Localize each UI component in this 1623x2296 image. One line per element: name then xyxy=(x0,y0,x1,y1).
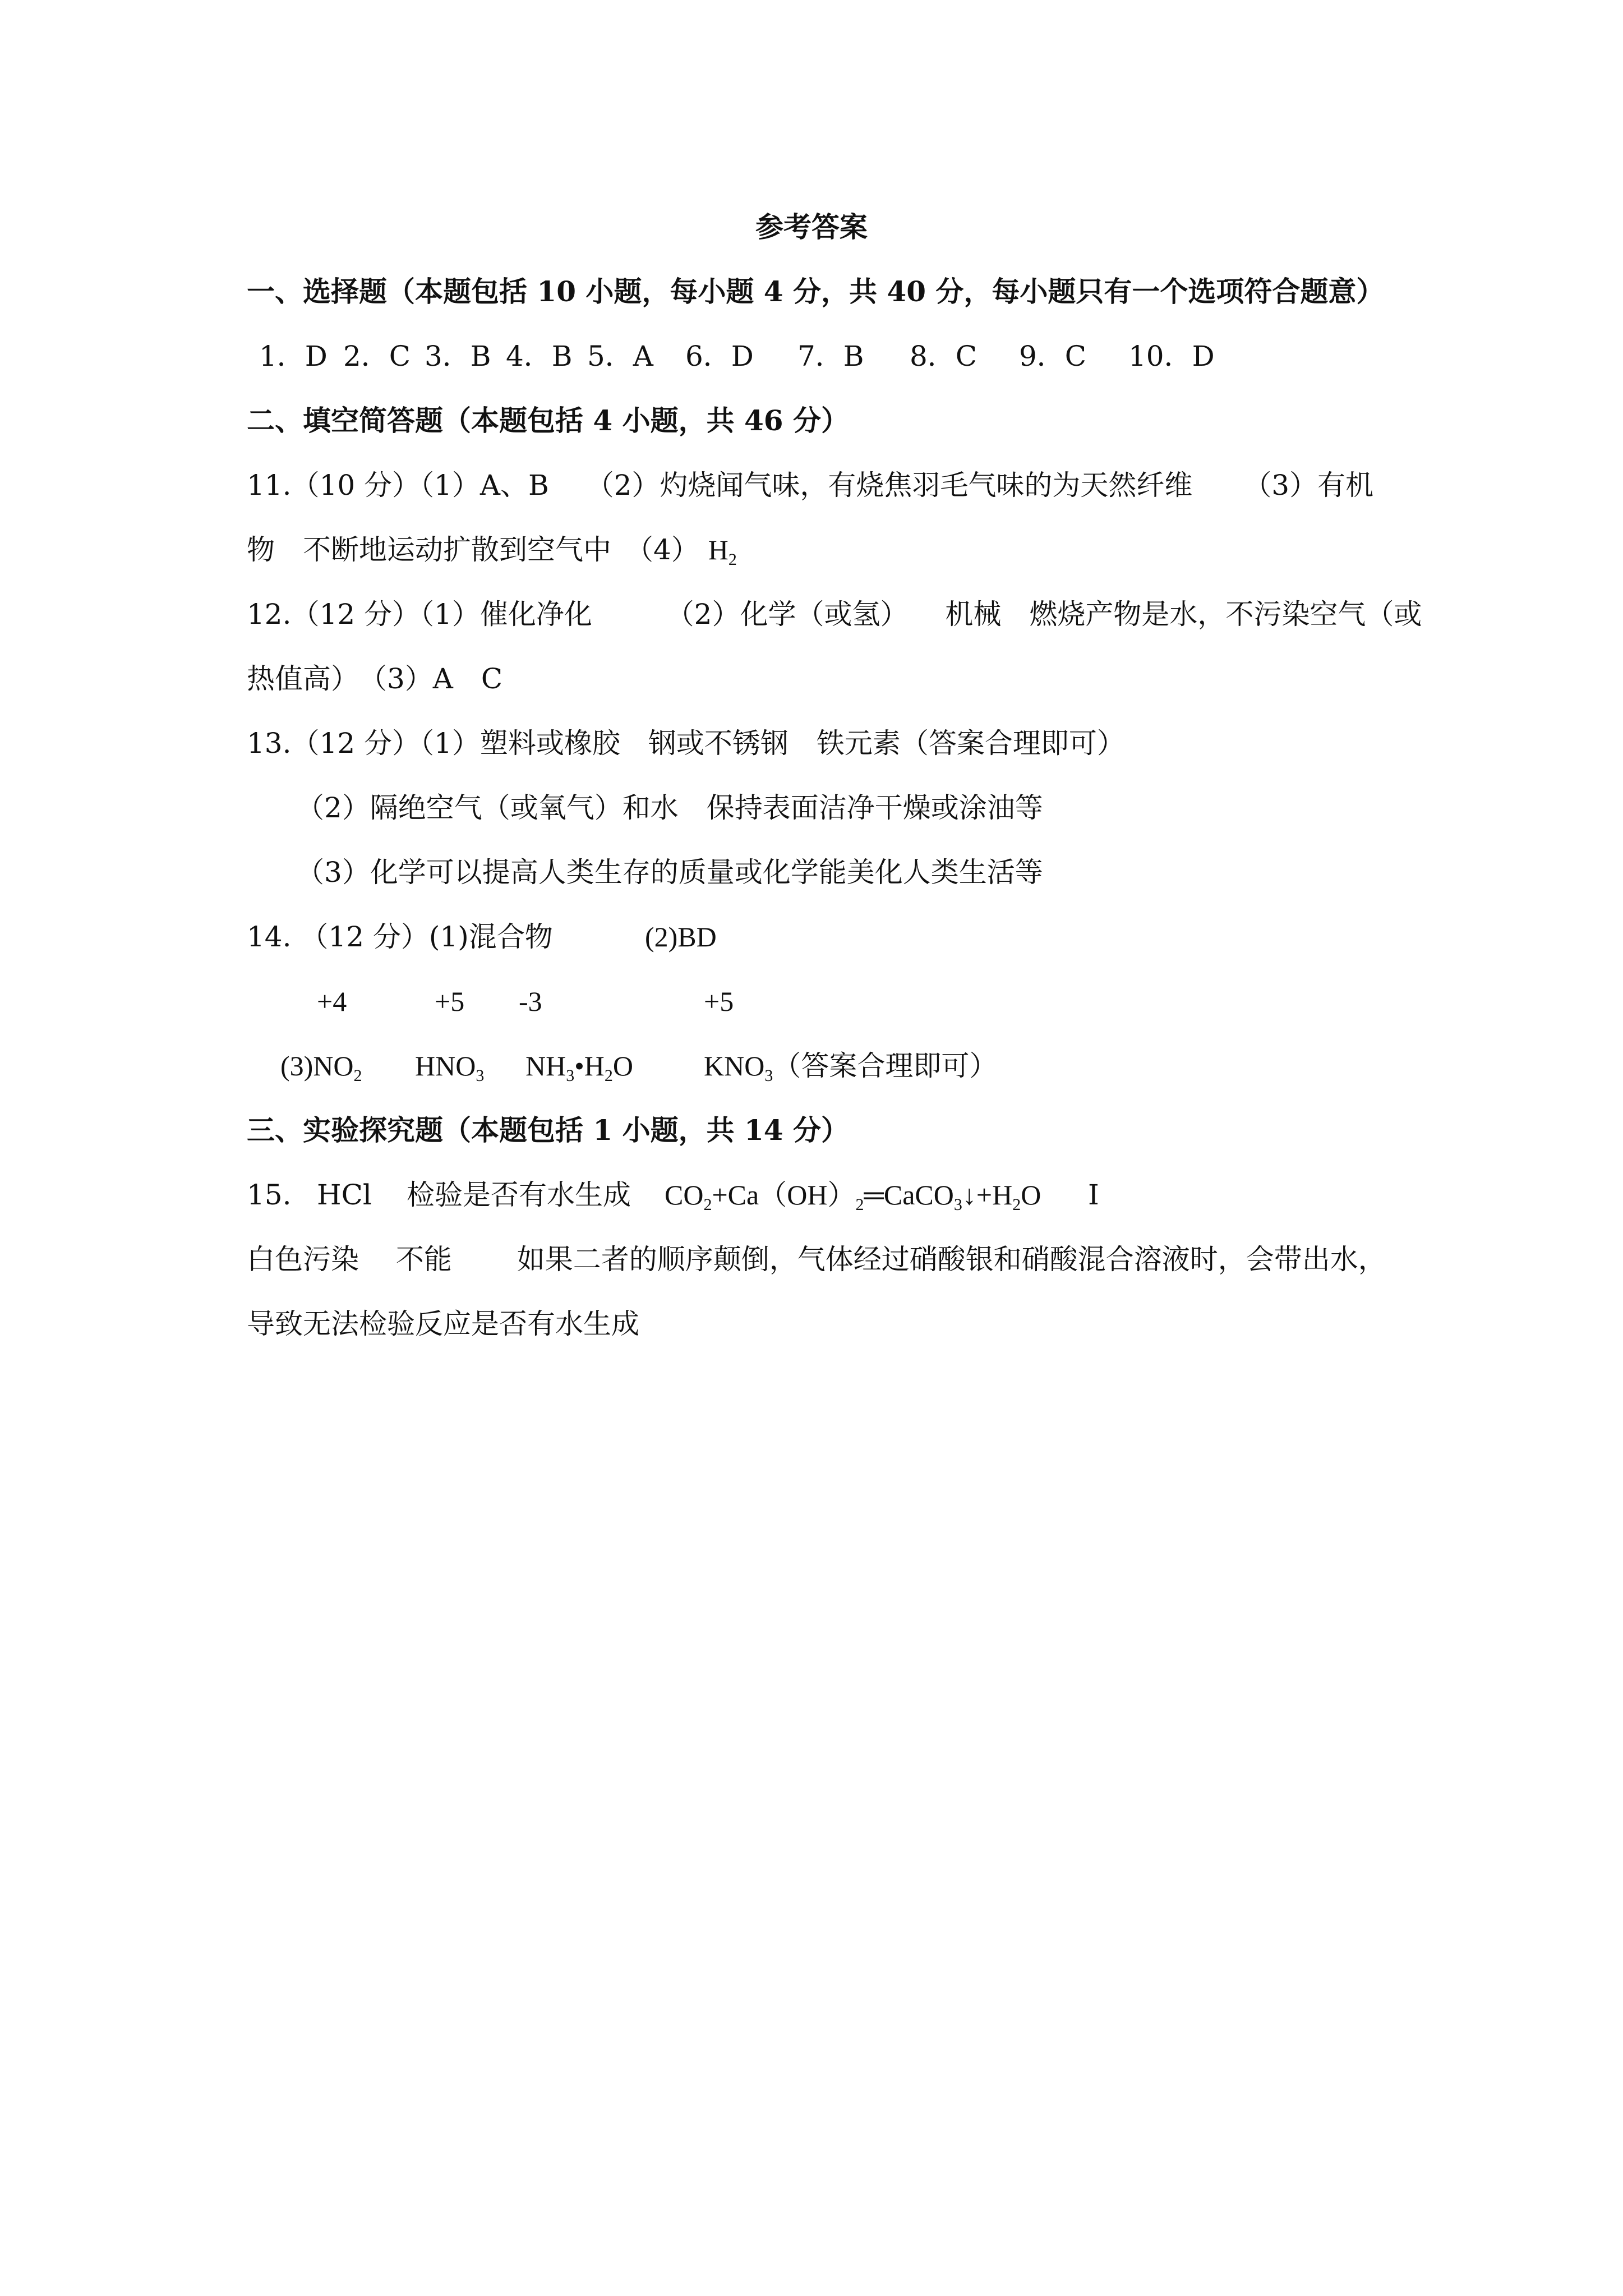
q15-answer2: 检验是否有水生成 xyxy=(407,1179,631,1211)
eq-subscript: 2 xyxy=(1012,1195,1021,1214)
q12-line1: 12.（12 分）（1）催化净化 （2）化学（或氢） 机械 燃烧产物是水，不污染空气（或 xyxy=(247,598,1422,631)
q14-part2: (2)BD xyxy=(645,921,717,953)
q14-note: （答案合理即可） xyxy=(773,1050,998,1082)
eq-part: +Ca（OH） xyxy=(712,1179,856,1211)
formula-symbol: KNO xyxy=(704,1050,765,1082)
choice-answer: 5．A xyxy=(587,340,653,372)
choice-answer: 8．C xyxy=(910,340,978,372)
formula-symbol: •H xyxy=(574,1050,605,1082)
eq-subscript: 2 xyxy=(703,1195,712,1214)
section3-heading: 三、实验探究题（本题包括 1 小题，共 14 分） xyxy=(247,1114,849,1147)
formula-subscript: 2 xyxy=(604,1066,613,1085)
formula-no2 xyxy=(313,1050,362,1085)
page-title: 参考答案 xyxy=(755,210,868,243)
section2-heading: 二、填空简答题（本题包括 4 小题，共 46 分） xyxy=(247,404,849,437)
choice-answer: 9．C xyxy=(1019,340,1087,372)
section1-heading: 一、选择题（本题包括 10 小题，每小题 4 分，共 40 分，每小题只有一个选项符合题意） xyxy=(247,275,1385,308)
choice-answer: 10．D xyxy=(1128,340,1215,372)
formula-symbol: H xyxy=(708,534,728,565)
q15-answer3: Ⅰ xyxy=(1088,1179,1099,1211)
q13-line1: 13.（12 分）（1）塑料或橡胶 钢或不锈钢 铁元素（答案合理即可） xyxy=(247,727,1125,760)
valence-label: +4 xyxy=(317,986,347,1017)
formula-symbol: HNO xyxy=(415,1050,476,1082)
formula-symbol: NH xyxy=(525,1050,566,1082)
choice-answer: 2．C xyxy=(343,340,411,372)
valence-label: +5 xyxy=(704,986,734,1017)
eq-subscript: 3 xyxy=(953,1195,962,1214)
eq-part: ↓+H xyxy=(962,1179,1013,1211)
eq-part: O xyxy=(1021,1179,1041,1211)
choice-answer: 6．D xyxy=(685,340,754,372)
formula-subscript: 3 xyxy=(566,1066,575,1085)
formula-nh3h2o xyxy=(525,1049,633,1083)
q11-line2 xyxy=(247,533,737,567)
choice-answer: 1．D xyxy=(259,340,328,372)
eq-part: ═CaCO xyxy=(864,1179,954,1211)
q15-equation xyxy=(665,1178,1041,1212)
q12-line2: 热值高） （3）A C xyxy=(247,662,503,695)
choice-answer: 7．B xyxy=(797,340,864,372)
q15-number: 15. xyxy=(247,1179,292,1211)
formula-subscript: 2 xyxy=(353,1066,362,1085)
valence-label: +5 xyxy=(435,986,465,1017)
q11-formula xyxy=(708,534,737,569)
q13-line3: （3）化学可以提高人类生存的质量或化学能美化人类生活等 xyxy=(296,856,1043,889)
formula-hno3 xyxy=(415,1049,484,1083)
formula-subscript: 3 xyxy=(764,1066,773,1085)
choice-answer: 3．B xyxy=(425,340,491,372)
q13-line2: （2）隔绝空气（或氧气）和水 保持表面洁净干燥或涂油等 xyxy=(296,792,1043,824)
q14-prefix-text: (3) xyxy=(280,1050,313,1082)
valence-label: -3 xyxy=(519,986,542,1017)
q15-answer1: HCl xyxy=(317,1179,372,1211)
formula-kno3 xyxy=(704,1049,997,1083)
formula-subscript: 2 xyxy=(728,550,737,569)
q14-part1: 14. （12 分）(1)混合物 xyxy=(247,921,553,953)
q11-line2-text: 物 不断地运动扩散到空气中 （4） xyxy=(247,533,699,566)
q11-line1: 11.（10 分）（1）A、B （2）灼烧闻气味，有烧焦羽毛气味的为天然纤维 （3）有机 xyxy=(247,469,1374,501)
formula-symbol: O xyxy=(612,1050,633,1082)
q15-line3: 导致无法检验反应是否有水生成 xyxy=(247,1308,639,1340)
formula-subscript: 3 xyxy=(476,1066,485,1085)
q15-line2: 白色污染 不能 如果二者的顺序颠倒，气体经过硝酸银和硝酸混合溶液时，会带出水， xyxy=(247,1243,1386,1276)
choice-answer: 4．B xyxy=(506,340,573,372)
formula-symbol: NO xyxy=(313,1050,354,1082)
eq-subscript: 2 xyxy=(855,1195,864,1214)
eq-part: CO xyxy=(665,1179,704,1211)
q14-prefix xyxy=(280,1049,362,1083)
